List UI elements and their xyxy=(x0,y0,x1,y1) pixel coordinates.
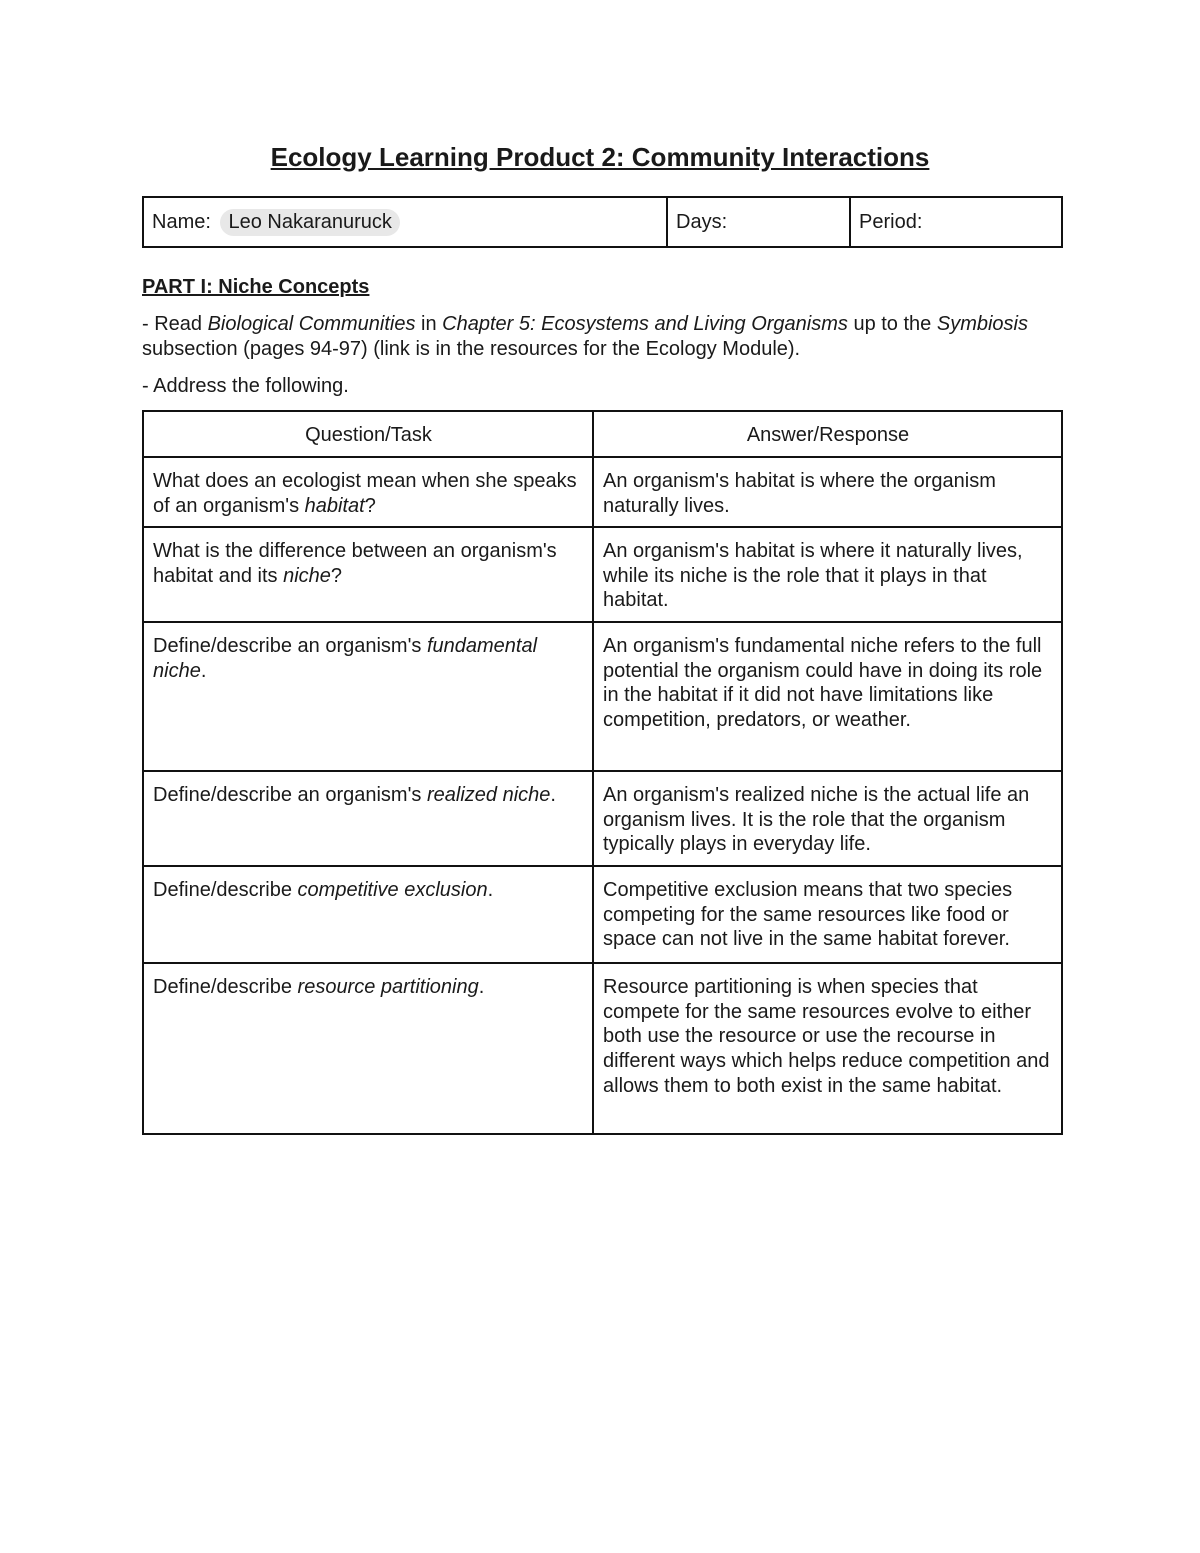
answer-cell[interactable]: An organism's realized niche is the actual life an organism lives. It is the role that the organism typically plays in everyday life. xyxy=(593,771,1062,866)
document-title: Ecology Learning Product 2: Community Interactions xyxy=(270,142,930,172)
answer-cell[interactable]: Resource partitioning is when species that compete for the same resources evolve to either both use the resource or use the recourse in different ways which helps reduce competition and allows them to both exist in the same habitat. xyxy=(593,963,1062,1134)
period-cell[interactable] xyxy=(850,197,1062,247)
address-instruction: - Address the following. xyxy=(142,375,349,397)
instr-text-7: subsection (pages 94-97) (link is in the resources for the Ecology Module). xyxy=(142,338,801,360)
table-row xyxy=(143,622,1062,771)
question-cell: Define/describe resource partitioning. xyxy=(143,963,593,1134)
name-cell[interactable] xyxy=(143,197,667,247)
answer-column-header: Answer/Response xyxy=(593,411,1062,457)
answer-cell[interactable]: An organism's fundamental niche refers to the full potential the organism could have in doing its role in the habitat if it did not have limitations like competition, predators, or weather. xyxy=(593,622,1062,771)
student-info-table xyxy=(142,196,1063,248)
table-row xyxy=(143,866,1062,963)
question-column-header: Question/Task xyxy=(143,411,593,457)
instr-text-4: Chapter 5: Ecosystems and Living Organisms xyxy=(442,313,848,335)
days-label: Days: xyxy=(676,210,728,233)
question-cell: Define/describe competitive exclusion. xyxy=(143,866,593,963)
name-label: Name: xyxy=(152,210,211,233)
table-row xyxy=(143,771,1062,866)
table-row xyxy=(143,457,1062,527)
instr-text-5: up to the xyxy=(847,313,937,335)
table-header-row xyxy=(143,411,1062,457)
days-cell[interactable] xyxy=(667,197,850,247)
answer-cell[interactable]: An organism's habitat is where it naturally lives, while its niche is the role that it plays in that habitat. xyxy=(593,527,1062,622)
answer-cell[interactable]: An organism's habitat is where the organism naturally lives. xyxy=(593,457,1062,527)
part-heading: PART I: Niche Concepts xyxy=(142,276,370,298)
question-cell: What is the difference between an organism's habitat and its niche? xyxy=(143,527,593,622)
answer-cell[interactable]: Competitive exclusion means that two species competing for the same resources like food or space can not live in the same habitat forever. xyxy=(593,866,1062,963)
question-cell: Define/describe an organism's fundamental niche. xyxy=(143,622,593,771)
question-cell: What does an ecologist mean when she speaks of an organism's habitat? xyxy=(143,457,593,527)
question-answer-table xyxy=(142,410,1063,1135)
reading-instruction xyxy=(142,312,1042,362)
instr-text-2: Biological Communities xyxy=(207,313,416,335)
table-row xyxy=(143,527,1062,622)
question-cell: Define/describe an organism's realized niche. xyxy=(143,771,593,866)
instr-text-1: - Read xyxy=(142,313,208,335)
instr-text-6: Symbiosis xyxy=(936,313,1028,335)
table-row xyxy=(143,963,1062,1134)
instr-text-3: in xyxy=(415,313,443,335)
name-value-chip[interactable]: Leo Nakaranuruck xyxy=(220,209,399,236)
period-label: Period: xyxy=(859,210,923,233)
